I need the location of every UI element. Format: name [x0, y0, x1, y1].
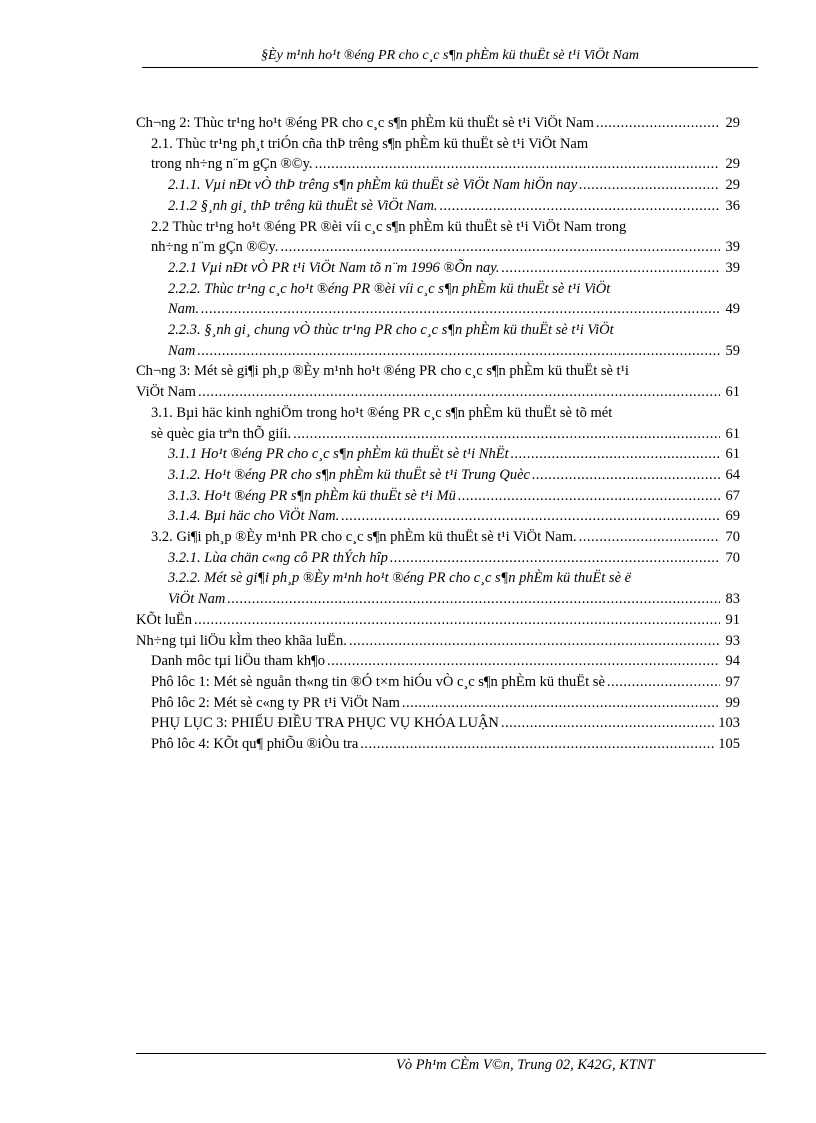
- toc-entry[interactable]: [136, 631, 740, 652]
- toc-entry-title: Danh môc tµi liÖu tham kh¶o: [151, 653, 325, 670]
- toc-entry[interactable]: [136, 361, 740, 402]
- toc-entry[interactable]: [136, 134, 740, 175]
- toc-entry[interactable]: [136, 465, 740, 486]
- toc-entry-title: KÕt luËn: [136, 611, 192, 628]
- toc-entry-title: 3.2.1. Lùa chän c«ng cô PR thÝch hîp: [168, 549, 388, 566]
- toc-entry[interactable]: [136, 568, 740, 609]
- dot-leader: [440, 196, 720, 217]
- toc-page-number: 64: [725, 466, 740, 483]
- toc-entry[interactable]: [136, 693, 740, 714]
- toc-page-number: 93: [725, 632, 740, 649]
- toc-entry[interactable]: [136, 486, 740, 507]
- toc-page-number: 29: [725, 156, 740, 173]
- toc-entry-title: PHỤ LỤC 3: PHIẾU ĐIỀU TRA PHỤC VỤ KHÓA LUẬN: [151, 715, 499, 732]
- toc-entry-title: 2.1.2 §¸nh gi¸ thÞ trêng kü thuËt sè ViÖt Nam.: [168, 197, 438, 214]
- toc-entry[interactable]: [136, 548, 740, 569]
- toc-entry-title: ViÖt Nam: [168, 591, 226, 608]
- running-header: §Èy m¹nh ho¹t ®éng PR cho c¸c s¶n phÈm kü thuËt sè t¹i ViÖt Nam: [261, 48, 639, 63]
- toc-page-number: 103: [718, 715, 740, 732]
- dot-leader: [458, 486, 720, 507]
- dot-leader: [607, 672, 720, 693]
- toc-page-number: 67: [725, 487, 740, 504]
- toc-page-number: 29: [725, 115, 740, 131]
- toc-page-number: 61: [725, 425, 740, 442]
- toc-entry[interactable]: [136, 713, 740, 734]
- toc-entry-title: 3.1. Bµi häc kinh nghiÖm trong ho¹t ®éng PR c¸c s¶n phÈm kü thuËt sè tõ mét: [151, 404, 613, 421]
- toc-entry-title: 2.2.2. Thùc tr¹ng c¸c ho¹t ®éng PR ®èi víi c¸c s¶n phÈm kü thuËt sè t¹i ViÖt: [168, 280, 611, 297]
- toc-entry-title: 3.1.3. Ho¹t ®éng PR s¶n phÈm kü thuËt sè t¹i Mü: [168, 487, 456, 504]
- toc-entry-title: 3.2.2. Mét sè gi¶i ph¸p ®Èy m¹nh ho¹t ®éng PR cho c¸c s¶n phÈm kü thuËt sè ë: [168, 570, 632, 587]
- toc-entry[interactable]: [136, 672, 740, 693]
- header-rule: [142, 67, 758, 68]
- dot-leader: [511, 444, 720, 465]
- footer-rule: [136, 1053, 766, 1054]
- toc-entry-title: Ch¬ng 2: Thùc tr¹ng ho¹t ®éng PR cho c¸c s¶n phÈm kü thuËt sè t¹i ViÖt Nam: [136, 115, 594, 131]
- toc-entry[interactable]: [136, 175, 740, 196]
- toc-entry[interactable]: [136, 527, 740, 548]
- toc-page-number: 97: [725, 673, 740, 690]
- toc-page-number: 29: [725, 177, 740, 194]
- toc-entry-title: Phô lôc 1: Mét sè nguån th«ng tin ®Ó t×m hiÓu vÒ c¸c s¶n phÈm kü thuËt sè: [151, 673, 605, 690]
- dot-leader: [501, 713, 716, 734]
- toc-page-number: 61: [725, 446, 740, 463]
- toc-page-number: 39: [725, 259, 740, 276]
- toc-page-number: 39: [725, 239, 740, 256]
- toc-entry-title: sè quèc gia trªn thÕ giíi.: [151, 425, 292, 442]
- running-footer: Vò Ph¹m CÈm V©n, Trung 02, K42G, KTNT: [396, 1057, 655, 1073]
- dot-leader: [327, 651, 720, 672]
- toc-entry-title: ViÖt Nam: [136, 384, 196, 401]
- toc-entry-title: 2.2 Thùc tr¹ng ho¹t ®éng PR ®èi víi c¸c s¶n phÈm kü thuËt sè t¹i ViÖt Nam trong: [151, 218, 627, 235]
- dot-leader: [227, 589, 720, 610]
- toc-entry-title: Nh÷ng tµi liÖu kÌm theo khãa luËn.: [136, 632, 347, 649]
- toc-entry-title: 2.1. Thùc tr¹ng ph¸t triÓn cña thÞ trêng s¶n phÈm kü thuËt sè t¹i ViÖt Nam: [151, 135, 589, 152]
- table-of-contents: [136, 113, 740, 755]
- toc-page-number: 94: [725, 653, 740, 670]
- toc-entry-title: trong nh÷ng n¨m gÇn ®©y.: [151, 156, 313, 173]
- toc-entry[interactable]: [136, 734, 740, 755]
- dot-leader: [341, 506, 720, 527]
- dot-leader: [315, 154, 720, 175]
- toc-page-number: 70: [725, 549, 740, 566]
- toc-entry[interactable]: [136, 113, 740, 134]
- toc-entry[interactable]: [136, 403, 740, 444]
- toc-page-number: 36: [725, 197, 740, 214]
- toc-page-number: 70: [725, 529, 740, 546]
- toc-entry[interactable]: [136, 444, 740, 465]
- dot-leader: [293, 424, 720, 445]
- toc-entry-title: Phô lôc 4: KÕt qu¶ phiÕu ®iÒu tra: [151, 736, 359, 753]
- dot-leader: [579, 527, 720, 548]
- toc-entry-title: Phô lôc 2: Mét sè c«ng ty PR t¹i ViÖt Nam: [151, 694, 400, 711]
- toc-page-number: 69: [725, 508, 740, 525]
- toc-entry[interactable]: [136, 196, 740, 217]
- dot-leader: [194, 610, 720, 631]
- toc-entry[interactable]: [136, 651, 740, 672]
- toc-page-number: 59: [725, 342, 740, 359]
- dot-leader: [198, 382, 720, 403]
- dot-leader: [596, 113, 720, 134]
- toc-entry[interactable]: [136, 279, 740, 320]
- dot-leader: [201, 299, 720, 320]
- toc-page-number: 49: [725, 301, 740, 318]
- toc-entry[interactable]: [136, 217, 740, 258]
- dot-leader: [390, 548, 720, 569]
- toc-entry-title: Ch¬ng 3: Mét sè gi¶i ph¸p ®Èy m¹nh ho¹t ®éng PR cho c¸c s¶n phÈm kü thuËt sè t¹i: [136, 363, 629, 380]
- toc-entry-title: 2.1.1. Vµi nÐt vÒ thÞ trêng s¶n phÈm kü thuËt sè ViÖt Nam hiÖn nay: [168, 177, 578, 194]
- toc-page-number: 99: [725, 694, 740, 711]
- dot-leader: [402, 693, 720, 714]
- toc-entry-title: 3.1.2. Ho¹t ®éng PR cho s¶n phÈm kü thuËt sè t¹i Trung Quèc: [168, 466, 530, 483]
- dot-leader: [360, 734, 716, 755]
- toc-entry-title: 3.2. Gi¶i ph¸p ®Èy m¹nh PR cho c¸c s¶n phÈm kü thuËt sè t¹i ViÖt Nam.: [151, 529, 577, 546]
- toc-entry-title: 3.1.4. Bµi häc cho ViÖt Nam.: [168, 508, 340, 525]
- toc-entry-title: Nam.: [168, 301, 200, 318]
- toc-entry-title: 3.1.1 Ho¹t ®éng PR cho c¸c s¶n phÈm kü thuËt sè t¹i NhËt: [168, 446, 509, 463]
- dot-leader: [280, 237, 720, 258]
- toc-entry-title: Nam: [168, 342, 196, 359]
- dot-leader: [532, 465, 720, 486]
- toc-entry-title: 2.2.3. §¸nh gi¸ chung vÒ thùc tr¹ng PR cho c¸c s¶n phÈm kü thuËt sè t¹i ViÖt: [168, 322, 614, 339]
- toc-entry-title: nh÷ng n¨m gÇn ®©y.: [151, 239, 279, 256]
- toc-entry[interactable]: [136, 258, 740, 279]
- toc-entry[interactable]: [136, 610, 740, 631]
- dot-leader: [579, 175, 720, 196]
- toc-entry[interactable]: [136, 320, 740, 361]
- toc-page-number: 105: [718, 736, 740, 753]
- toc-entry[interactable]: [136, 506, 740, 527]
- dot-leader: [502, 258, 720, 279]
- toc-page-number: 61: [725, 384, 740, 401]
- toc-entry-title: 2.2.1 Vµi nÐt vÒ PR t¹i ViÖt Nam tõ n¨m 1996 ®Õn nay.: [168, 259, 500, 276]
- toc-page-number: 91: [725, 611, 740, 628]
- dot-leader: [197, 341, 720, 362]
- toc-page-number: 83: [725, 591, 740, 608]
- dot-leader: [349, 631, 720, 652]
